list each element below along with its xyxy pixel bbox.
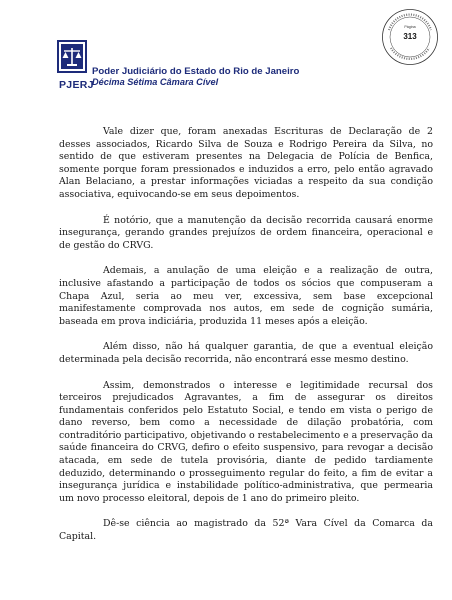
court-name: Poder Judiciário do Estado do Rio de Janeiro bbox=[92, 66, 300, 77]
document-body bbox=[59, 126, 433, 557]
paragraph: É notório, que a manutenção da decisão recorrida causará enorme insegurança, gerando grandes prejuízos de ordem financeira, operacional e de gestão do CRVG. bbox=[59, 214, 433, 251]
logo-text: PJERJ bbox=[59, 79, 94, 91]
paragraph: Dê-se ciência ao magistrado da 52ª Vara Cível da Comarca da Capital. bbox=[59, 518, 433, 543]
paragraph: Além disso, não há qualquer garantia, de que a eventual eleição determinada pela decisão recorrida, não encontrará esse mesmo destino. bbox=[59, 341, 433, 365]
chamber-name: Décima Sétima Câmara Cível bbox=[92, 77, 219, 87]
stamp-page-label: Página bbox=[404, 25, 416, 29]
paragraph: Vale dizer que, foram anexadas Escrituras de Declaração de 2 desses associados, Ricardo Silva de Souza e Rodrigo Pereira da Silva, no sentido de que estiveram presentes na Delegacia de Polícia de Benfica, somente porque foram pressionados e induzidos a erro, pelo então agravado Alan Belaciano, a prestar informações viciadas a respeito da sua condição associativa, equivocando-se em seus depoimentos. bbox=[59, 126, 433, 200]
paragraph: Ademais, a anulação de uma eleição e a realização de outra, inclusive afastando a participação de todos os sócios que compuseram a Chapa Azul, seria ao meu ver, excessiva, sem base excepcional manifestamente comprovada nos autos, em sede de cognição sumária, baseada em prova indiciária, produzida 11 meses após a eleição. bbox=[59, 265, 433, 327]
pjerj-scales-logo bbox=[57, 40, 87, 82]
paragraph: Assim, demonstrados o interesse e legitimidade recursal dos terceiros prejudicados Agravantes, a fim de assegurar os direitos fundamentais conferidos pelo Estatuto Social, e tendo em vista o perigo de dano reverso, bem como a necessidade de dilação probatória, com contraditório participativo, objetivando o restabelecimento e a preservação da saúde financeira do CRVG, defiro o efeito suspensivo, para revogar a decisão atacada, em sede de tutela provisória, diante de pedido tardiamente deduzido, determinando o prosseguimento regular do feito, a fim de evitar a insegurança jurídica e instabilidade político-administrativa, que permearia um novo processo eleitoral, depois de 1 ano do primeiro pleito. bbox=[59, 379, 433, 504]
page-number: 313 bbox=[403, 32, 417, 41]
